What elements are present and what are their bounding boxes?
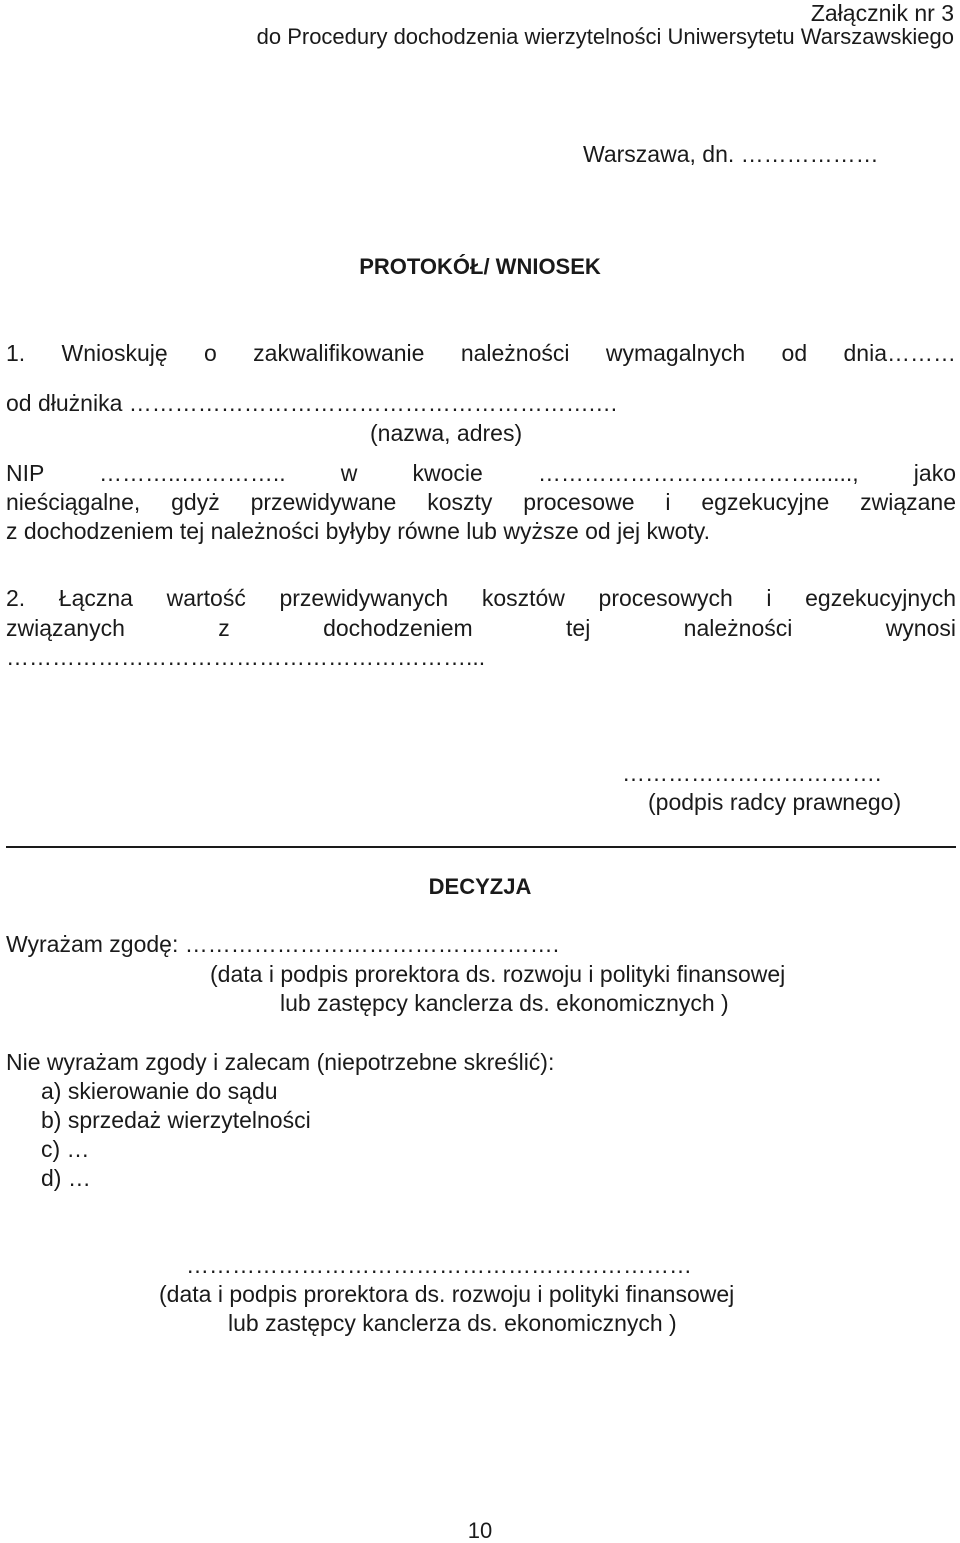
option-d: d) … bbox=[41, 1165, 91, 1191]
attachment-number: Załącznik nr 3 bbox=[810, 0, 954, 26]
document-title: PROTOKÓŁ/ WNIOSEK bbox=[359, 254, 601, 279]
consent-line: Wyrażam zgodę: …………………………………………. bbox=[6, 931, 560, 957]
point1-line1: 1. Wnioskuję o zakwalifikowanie należności wymagalnych od dnia……… bbox=[6, 340, 956, 366]
point2-line2: związanych z dochodzeniem tej należności wynosi bbox=[6, 615, 956, 641]
place-and-date: Warszawa, dn. ……………… bbox=[583, 141, 879, 167]
point1-nip-amount-line: NIP ………..………….. w kwocie ………………………………......, jako bbox=[6, 460, 956, 486]
procedure-reference: do Procedury dochodzenia wierzytelności Uniwersytetu Warszawskiego bbox=[256, 24, 954, 49]
option-b: b) sprzedaż wierzytelności bbox=[41, 1107, 311, 1133]
option-a: a) skierowanie do sądu bbox=[41, 1078, 278, 1104]
final-signature-dots: ………………………………………………………… bbox=[186, 1252, 692, 1278]
point1-debtor-line: od dłużnika …………………………………………………….… bbox=[6, 390, 619, 416]
option-c: c) … bbox=[41, 1136, 90, 1162]
section-divider bbox=[6, 846, 956, 848]
no-consent-line: Nie wyrażam zgody i zalecam (niepotrzebne skreślić): bbox=[6, 1049, 555, 1075]
point1-debtor-hint: (nazwa, adres) bbox=[370, 420, 523, 446]
page-number: 10 bbox=[467, 1518, 493, 1543]
point2-amount-dots: ……………………………………………………... bbox=[6, 644, 486, 670]
consent-signature-label-2: lub zastępcy kanclerza ds. ekonomicznych ) bbox=[280, 990, 729, 1016]
point2-line1: 2. Łączna wartość przewidywanych kosztów procesowych i egzekucyjnych bbox=[6, 585, 956, 611]
final-signature-label-1: (data i podpis prorektora ds. rozwoju i polityki finansowej bbox=[159, 1281, 735, 1307]
lawyer-signature-label: (podpis radcy prawnego) bbox=[648, 789, 902, 815]
point1-line4: nieściągalne, gdyż przewidywane koszty procesowe i egzekucyjne związane bbox=[6, 489, 956, 515]
point1-line5: z dochodzeniem tej należności byłyby równe lub wyższe od jej kwoty. bbox=[6, 518, 710, 544]
lawyer-signature-dots: ……………………………. bbox=[622, 760, 882, 786]
decision-title: DECYZJA bbox=[428, 874, 532, 899]
consent-signature-label-1: (data i podpis prorektora ds. rozwoju i polityki finansowej bbox=[210, 961, 786, 987]
final-signature-label-2: lub zastępcy kanclerza ds. ekonomicznych ) bbox=[228, 1310, 677, 1336]
